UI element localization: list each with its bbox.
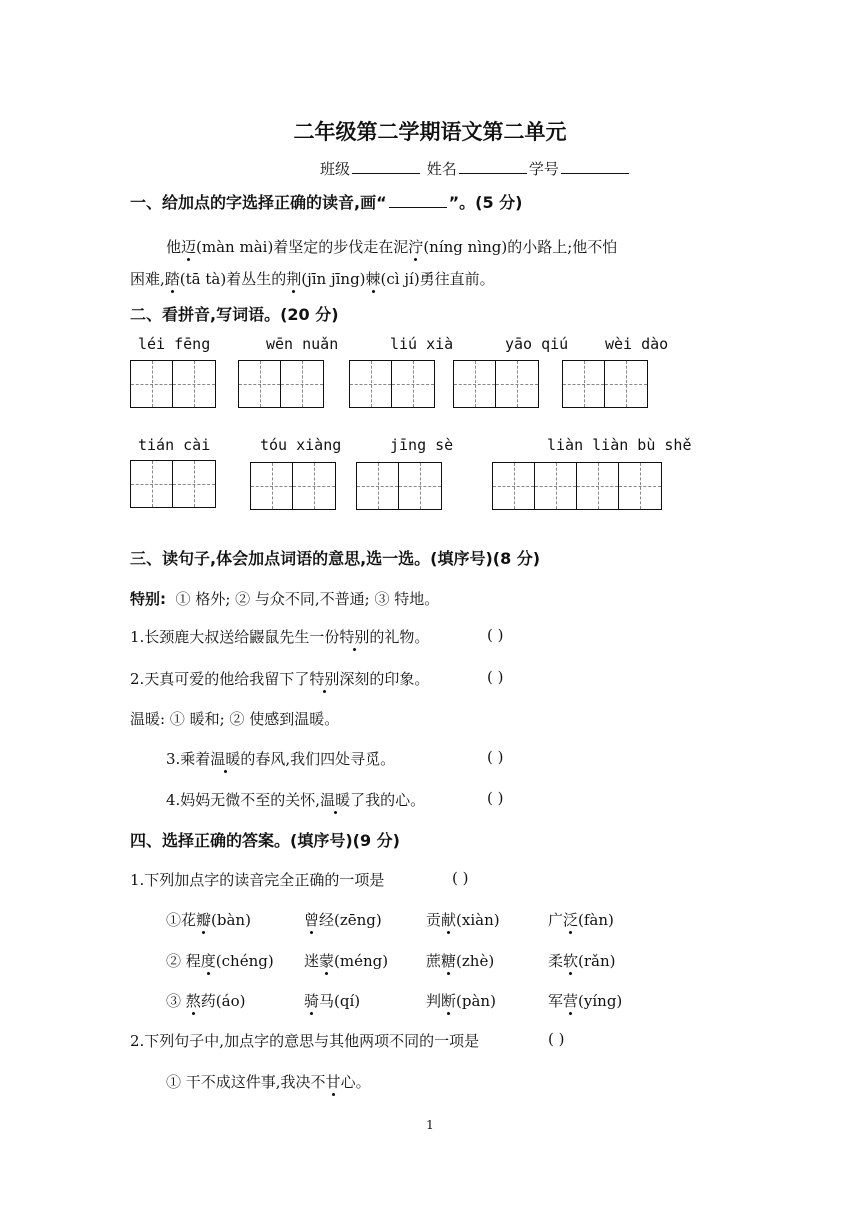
write-grid-3[interactable] [349, 360, 435, 408]
section-3-heading: 三、读句子,体会加点词语的意思,选一选。(填序号)(8 分) [130, 549, 541, 568]
write-grid-4[interactable] [453, 360, 539, 408]
answer-paren-4-1[interactable]: ( ) [452, 869, 469, 887]
id-blank[interactable] [561, 159, 629, 174]
pinyin-3: liú xià [390, 335, 454, 353]
answer-paren-3-3[interactable]: ( ) [487, 748, 504, 766]
option-row-3: ③ 熬药(áo) 骑马(qí) 判断(pàn) 军营(yíng) [166, 992, 623, 1010]
student-info [320, 158, 631, 179]
section-1-heading: 一、给加点的字选择正确的读音,画“ ”。(5 分) [130, 193, 523, 212]
class-label: 班级 [320, 160, 351, 178]
write-grid-6[interactable] [130, 460, 216, 508]
answer-paren-4-2[interactable]: ( ) [548, 1030, 565, 1048]
pinyin-5: wèi dào [605, 335, 669, 353]
write-grid-8[interactable] [356, 462, 442, 510]
write-grid-7[interactable] [250, 462, 336, 510]
class-blank[interactable] [352, 159, 420, 174]
answer-paren-3-1[interactable]: ( ) [487, 626, 504, 644]
pinyin-2: wēn nuǎn [266, 335, 339, 353]
id-label: 学号 [528, 160, 559, 178]
page-title: 二年级第二学期语文第二单元 [293, 120, 567, 144]
write-grid-1[interactable] [130, 360, 216, 408]
question-4-2-option-1: ① 干不成这件事,我决不甘心。 [166, 1073, 371, 1091]
pinyin-4: yāo qiú [505, 335, 569, 353]
answer-paren-3-2[interactable]: ( ) [487, 668, 504, 686]
section-1-line-1: 他迈(màn mài)着坚定的步伐走在泥泞(níng nìng)的小路上;他不怕 [166, 238, 618, 256]
answer-paren-3-4[interactable]: ( ) [487, 789, 504, 807]
pinyin-1: léi fēng [138, 335, 211, 353]
section-1-line-2: 困难,踏(tā tà)着丛生的荆(jīn jīng)棘(cì jí)勇往直前。 [130, 270, 495, 288]
section-4-heading: 四、选择正确的答案。(填序号)(9 分) [130, 831, 400, 850]
option-row-1: ①花瓣(bàn) 曾经(zēng) 贡献(xiàn) 广泛(fàn) [166, 911, 614, 929]
question-3-4: 4.妈妈无微不至的关怀,温暖了我的心。 [166, 791, 426, 809]
pinyin-7: tóu xiàng [260, 436, 342, 454]
name-label: 姓名 [426, 160, 457, 178]
question-3-2: 2.天真可爱的他给我留下了特别深刻的印象。 [130, 670, 430, 688]
pinyin-9: liàn liàn bù shě [547, 436, 692, 454]
write-grid-2[interactable] [238, 360, 324, 408]
pinyin-6: tián cài [138, 436, 211, 454]
write-grid-5[interactable] [562, 360, 648, 408]
underline-sample [389, 195, 447, 208]
question-3-1: 1.长颈鹿大叔送给鼹鼠先生一份特别的礼物。 [130, 628, 430, 646]
write-grid-9[interactable] [492, 462, 662, 510]
page-number: 1 [426, 1118, 434, 1132]
section-2-heading: 二、看拼音,写词语。(20 分) [130, 305, 339, 324]
pinyin-8: jīng sè [390, 436, 454, 454]
question-3-3: 3.乘着温暖的春风,我们四处寻觅。 [166, 750, 396, 768]
definition-tebie: 特别: ① 格外; ② 与众不同,不普通; ③ 特地。 [130, 590, 440, 608]
question-4-2: 2.下列句子中,加点字的意思与其他两项不同的一项是 [130, 1032, 480, 1050]
definition-wennuan: 温暖: ① 暖和; ② 使感到温暖。 [130, 710, 340, 728]
question-4-1: 1.下列加点字的读音完全正确的一项是 [130, 871, 385, 889]
option-row-2: ② 程度(chéng) 迷蒙(méng) 蔗糖(zhè) 柔软(rǎn) [166, 952, 616, 970]
name-blank[interactable] [459, 159, 527, 174]
